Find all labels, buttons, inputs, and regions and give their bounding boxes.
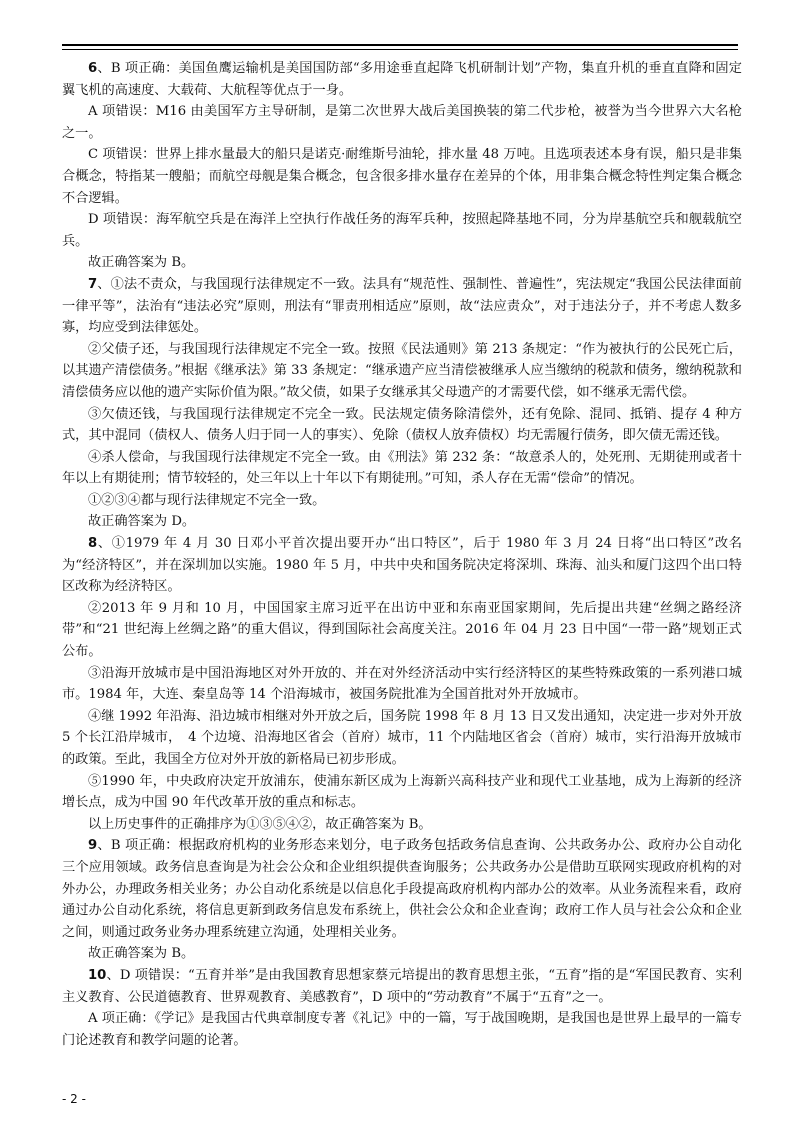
paragraph-text: 、B 项正确：美国鱼鹰运输机是美国国防部“多用途垂直起降飞机研制计划”产物，集直升机的垂直直降和固定翼飞机的高速度、大载荷、大航程等优点于一身。 <box>62 61 742 98</box>
paragraph <box>62 274 742 339</box>
paragraph-text: ④继 1992 年沿海、沿边城市相继对外开放之后，国务院 1998 年 8 月 13 日又发出通知，决定进一步对外开放 5 个长江沿岸城市， 4 个边境、沿海地区省会（首府）城市，11 个内陆地区省会（首府）城市，实行沿海开放城市的政策。至此，我国全方位对外开放的新格局已初步形成。 <box>62 708 742 767</box>
paragraph-text: A 项错误：M16 由美国军方主导研制，是第二次世界大战后美国换装的第二代步枪，被誉为当今世界六大名枪之一。 <box>62 104 742 141</box>
header-rule-thick <box>62 44 738 46</box>
paragraph <box>62 771 742 814</box>
paragraph-text: 故正确答案为 D。 <box>88 514 196 530</box>
paragraph <box>62 144 742 209</box>
paragraph-text: 故正确答案为 B。 <box>88 255 195 271</box>
paragraph-text: 、①1979 年 4 月 30 日邓小平首次提出要开办“出口特区”，后于 1980 年 3 月 24 日将“出口特区”改名为“经济特区”，并在深圳加以实施。1980 年 5 月，中共中央和国务院决定将深圳、珠海、汕头和厦门这四个出口特区改称为经济特区。 <box>62 536 742 595</box>
paragraph-text: D 项错误：海军航空兵是在海洋上空执行作战任务的海军兵种，按照起降基地不同，分为岸基航空兵和舰载航空兵。 <box>62 212 742 249</box>
paragraph-text: ③欠债还钱，与我国现行法律规定不完全一致。民法规定债务除清偿外，还有免除、混同、抵销、提存 4 种方式，其中混同（债权人、债务人归于同一人的事实）、免除（债权人放弃债权）均无需履行债务，即欠债无需还钱。 <box>62 406 742 444</box>
paragraph <box>62 209 742 252</box>
paragraph-text: ②2013 年 9 月和 10 月，中国国家主席习近平在出访中亚和东南亚国家期间，先后提出共建“丝绸之路经济带”和“21 世纪海上丝绸之路”的重大倡议，得到国际社会高度关注。2016 年 04 月 23 日中国“一带一路”规划正式公布。 <box>62 600 742 660</box>
paragraph <box>62 835 742 943</box>
question-number: 6 <box>88 61 98 76</box>
page-number: - 2 - <box>62 1092 86 1106</box>
paragraph-text: ⑤1990 年，中央政府决定开放浦东，使浦东新区成为上海新兴高科技产业和现代工业基地，成为上海新的经济增长点，成为中国 90 年代改革开放的重点和标志。 <box>62 773 742 811</box>
question-number: 10 <box>88 967 107 983</box>
paragraph-text: C 项错误：世界上排水量最大的船只是诺克·耐维斯号油轮，排水量 48 万吨。且选项表述本身有误，船只是非集合概念，特指某一艘船；而航空母舰是集合概念，包含很多排水量存在差异的个体，用非集合概念特性判定集合概念不合逻辑。 <box>62 147 742 206</box>
question-number: 8 <box>88 536 98 552</box>
paragraph <box>62 1008 742 1051</box>
paragraph-text: A 项正确：《学记》是我国古代典章制度专著《礼记》中的一篇，写于战国晚期，是我国也是世界上最早的一篇专门论述教育和教学问题的论著。 <box>62 1011 742 1048</box>
paragraph <box>62 490 742 512</box>
paragraph <box>62 814 742 836</box>
paragraph <box>62 706 742 771</box>
paragraph <box>62 663 742 706</box>
paragraph-text: 、B 项正确：根据政府机构的业务形态来划分，电子政务包括政务信息查询、公共政务办公、政府办公自动化三个应用领域。政务信息查询是为社会公众和企业组织提供查询服务；公共政务办公是借助互联网实现政府机构的对外办公，办理政务相关业务；办公自动化系统是以信息化手段提高政府机构内部办公的效率。从业务流程来看，政府通过办公自动化系统，将信息更新到政务信息发布系统上，供社会公众和企业查询；政府工作人员与社会公众和企业之间，则通过政务业务办理系统建立沟通，处理相关业务。 <box>62 838 742 940</box>
page-content <box>62 58 742 1051</box>
paragraph-text: ②父债子还，与我国现行法律规定不完全一致。按照《民法通则》第 213 条规定：“作为被执行的公民死亡后，以其遗产清偿债务。”根据《继承法》第 33 条规定：“继承遗产应当清偿被继承人应当缴纳的税款和债务，缴纳税款和清偿债务应以他的遗产实际价值为限。”故父债，如果子女继承其父母遗产的才需要代偿，如不继承无需代偿。 <box>62 341 742 400</box>
paragraph <box>62 965 742 1008</box>
paragraph <box>62 101 742 144</box>
paragraph <box>62 533 742 598</box>
paragraph <box>62 511 742 533</box>
paragraph-text: 、D 项错误：“五育并举”是由我国教育思想家蔡元培提出的教育思想主张，“五育”指的是“军国民教育、实利主义教育、公民道德教育、世界观教育、美感教育”，D 项中的“劳动教育”不属于“五育”之一。 <box>62 967 742 1005</box>
paragraph-text: 、①法不责众，与我国现行法律规定不一致。法具有“规范性、强制性、普遍性”，宪法规定“我国公民法律面前一律平等”，法治有“违法必究”原则，刑法有“罪责刑相适应”原则，故“法应责众”，对于违法分子，并不考虑人数多寡，均应受到法律惩处。 <box>62 276 742 336</box>
paragraph-text: ③沿海开放城市是中国沿海地区对外开放的、并在对外经济活动中实行经济特区的某些特殊政策的一系列港口城市。1984 年，大连、秦皇岛等 14 个沿海城市，被国务院批准为全国首批对外开放城市。 <box>62 665 742 703</box>
paragraph <box>62 598 742 663</box>
paragraph-text: ④杀人偿命，与我国现行法律规定不完全一致。由《刑法》第 232 条：“故意杀人的，处死刑、无期徒刑或者十年以上有期徒刑；情节较轻的，处三年以上十年以下有期徒刑。”可知，杀人存在无需“偿命”的情况。 <box>62 449 742 487</box>
paragraph <box>62 252 742 274</box>
paragraph-text: 以上历史事件的正确排序为①③⑤④②，故正确答案为 B。 <box>88 816 432 832</box>
header-rule-thin <box>62 49 738 50</box>
paragraph <box>62 58 742 101</box>
paragraph <box>62 447 742 490</box>
paragraph-text: ①②③④都与现行法律规定不完全一致。 <box>88 492 326 508</box>
question-number: 9 <box>88 838 98 854</box>
paragraph <box>62 943 742 965</box>
paragraph <box>62 339 742 404</box>
question-number: 7 <box>88 276 98 292</box>
paragraph-text: 故正确答案为 B。 <box>88 946 195 962</box>
paragraph <box>62 404 742 447</box>
